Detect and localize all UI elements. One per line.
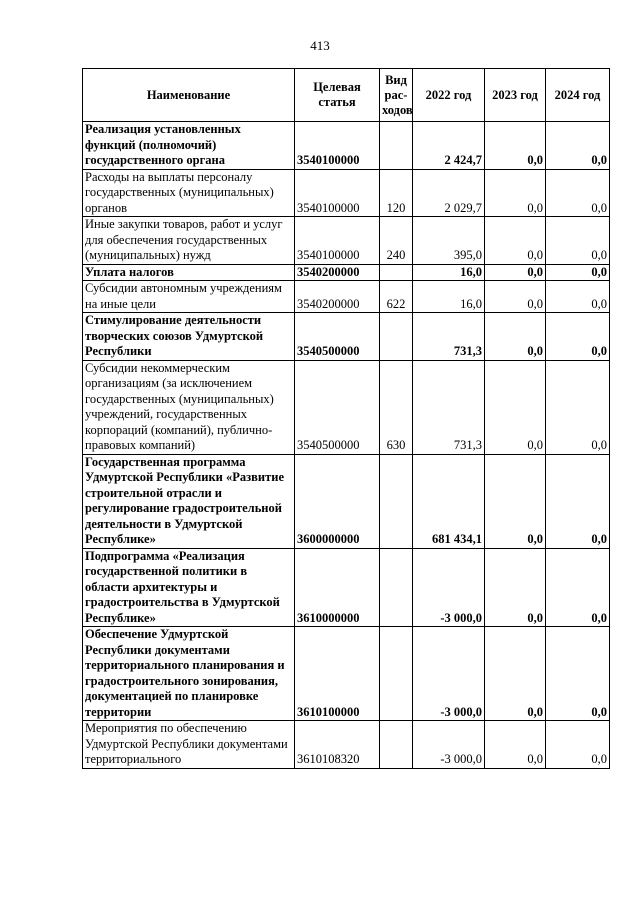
row-2023-cell: 0,0: [485, 721, 546, 769]
row-type-cell: [380, 548, 413, 627]
row-2023-cell: 0,0: [485, 217, 546, 265]
table-row: [83, 313, 610, 361]
row-2022-cell: -3 000,0: [413, 548, 485, 627]
table-row: [83, 264, 610, 281]
row-type-cell: [380, 313, 413, 361]
row-type-cell: [380, 627, 413, 721]
table-row: [83, 360, 610, 454]
row-code-cell: 3540200000: [295, 264, 380, 281]
row-name-cell: Мероприятия по обеспечению Удмуртской Республики документами территориального: [83, 721, 295, 769]
header-2022: 2022 год: [413, 69, 485, 122]
row-2024-cell: 0,0: [546, 169, 610, 217]
row-2023-cell: 0,0: [485, 264, 546, 281]
row-name-cell: Реализация установленных функций (полномочий) государственного органа: [83, 122, 295, 170]
row-2023-cell: 0,0: [485, 454, 546, 548]
row-code-cell: 3610000000: [295, 548, 380, 627]
row-2024-cell: 0,0: [546, 281, 610, 313]
row-2024-cell: 0,0: [546, 264, 610, 281]
header-code: Целевая статья: [295, 69, 380, 122]
table-row: [83, 548, 610, 627]
table-row: [83, 169, 610, 217]
budget-table: [82, 68, 610, 769]
row-2024-cell: 0,0: [546, 627, 610, 721]
row-2024-cell: 0,0: [546, 122, 610, 170]
row-name-cell: Обеспечение Удмуртской Республики документами территориального планирования и градостроительного зонирования, документацией по планировке территории: [83, 627, 295, 721]
row-2023-cell: 0,0: [485, 281, 546, 313]
row-2023-cell: 0,0: [485, 169, 546, 217]
row-2024-cell: 0,0: [546, 360, 610, 454]
row-name-cell: Государственная программа Удмуртской Республики «Развитие строительной отрасли и регулирование градостроительной деятельности в Удмуртской Республике»: [83, 454, 295, 548]
row-name-cell: Иные закупки товаров, работ и услуг для обеспечения государственных (муниципальных) нужд: [83, 217, 295, 265]
row-code-cell: 3540100000: [295, 217, 380, 265]
table-row: [83, 721, 610, 769]
table-row: [83, 281, 610, 313]
row-2023-cell: 0,0: [485, 627, 546, 721]
row-code-cell: 3610108320: [295, 721, 380, 769]
header-name: Наименование: [83, 69, 295, 122]
row-2023-cell: 0,0: [485, 548, 546, 627]
row-code-cell: 3540500000: [295, 313, 380, 361]
row-2022-cell: 731,3: [413, 313, 485, 361]
row-2024-cell: 0,0: [546, 217, 610, 265]
row-code-cell: 3600000000: [295, 454, 380, 548]
row-2022-cell: -3 000,0: [413, 721, 485, 769]
row-2022-cell: 2 424,7: [413, 122, 485, 170]
row-2022-cell: 395,0: [413, 217, 485, 265]
table-header-row: [83, 69, 610, 122]
table-row: [83, 217, 610, 265]
page-number: 413: [310, 38, 330, 53]
row-name-cell: Субсидии автономным учреждениям на иные цели: [83, 281, 295, 313]
row-name-cell: Расходы на выплаты персоналу государственных (муниципальных) органов: [83, 169, 295, 217]
table-row: [83, 454, 610, 548]
row-2024-cell: 0,0: [546, 721, 610, 769]
row-2022-cell: 16,0: [413, 264, 485, 281]
row-type-cell: [380, 122, 413, 170]
row-2023-cell: 0,0: [485, 313, 546, 361]
row-2023-cell: 0,0: [485, 122, 546, 170]
row-2022-cell: 681 434,1: [413, 454, 485, 548]
row-code-cell: 3540200000: [295, 281, 380, 313]
row-type-cell: 120: [380, 169, 413, 217]
row-code-cell: 3540100000: [295, 122, 380, 170]
row-name-cell: Субсидии некоммерческим организациям (за исключением государственных (муниципальных) учреждений, государственных корпораций (компаний), публично-правовых компаний): [83, 360, 295, 454]
row-name-cell: Подпрограмма «Реализация государственной политики в области архитектуры и градостроительства в Удмуртской Республике»: [83, 548, 295, 627]
row-2023-cell: 0,0: [485, 360, 546, 454]
table-row: [83, 627, 610, 721]
header-2023: 2023 год: [485, 69, 546, 122]
row-name-cell: Стимулирование деятельности творческих союзов Удмуртской Республики: [83, 313, 295, 361]
row-code-cell: 3540100000: [295, 169, 380, 217]
row-2022-cell: 16,0: [413, 281, 485, 313]
row-type-cell: [380, 264, 413, 281]
row-type-cell: 240: [380, 217, 413, 265]
row-2022-cell: 731,3: [413, 360, 485, 454]
row-2022-cell: 2 029,7: [413, 169, 485, 217]
header-2024: 2024 год: [546, 69, 610, 122]
header-type: Вид рас-ходов: [380, 69, 413, 122]
row-type-cell: 630: [380, 360, 413, 454]
table-row: [83, 122, 610, 170]
row-code-cell: 3540500000: [295, 360, 380, 454]
row-type-cell: [380, 721, 413, 769]
row-type-cell: 622: [380, 281, 413, 313]
row-type-cell: [380, 454, 413, 548]
row-2024-cell: 0,0: [546, 454, 610, 548]
row-2024-cell: 0,0: [546, 313, 610, 361]
row-code-cell: 3610100000: [295, 627, 380, 721]
row-2024-cell: 0,0: [546, 548, 610, 627]
row-2022-cell: -3 000,0: [413, 627, 485, 721]
row-name-cell: Уплата налогов: [83, 264, 295, 281]
